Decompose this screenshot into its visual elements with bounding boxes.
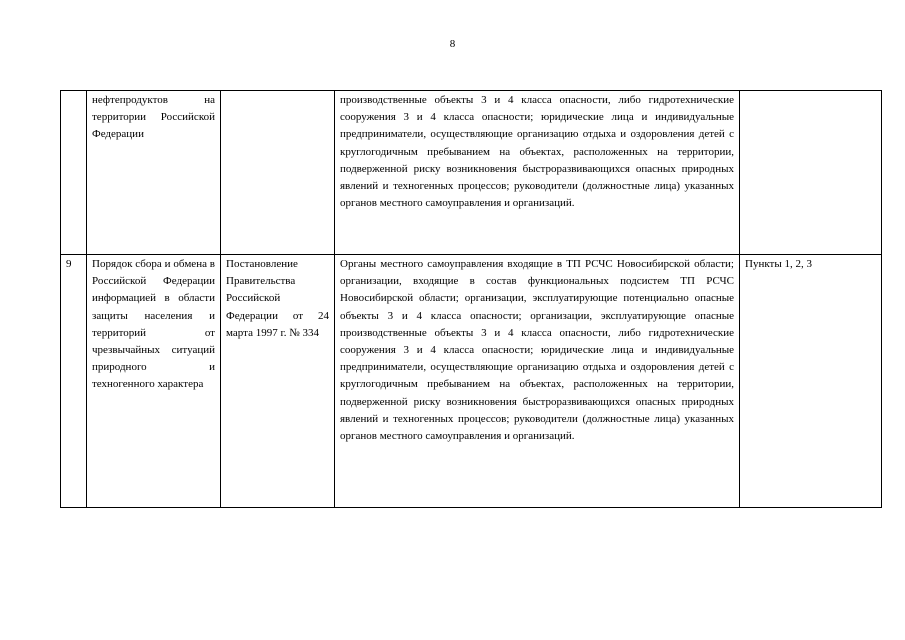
subjects-text: производственные объекты 3 и 4 класса опасности, либо гидротехнические сооружения 3 и 4 класса опасности; юридические лица и индивидуальные предприниматели, осуществляющие организацию отдыха и оздоровления детей с круглогодичным пребыванием на объектах, расположенных на территории, подверженной риску возникновения быстроразвивающихся опасных природных явлений и техногенных процессов; руководители (должностные лица) указанных органов местного самоуправления и организаций. xyxy=(340,94,734,210)
document-title-cell xyxy=(87,255,221,508)
document-title: Порядок сбора и обмена в Российской Федерации информацией в области защиты населения и территорий от чрезвычайных ситуаций природного и техногенного характера xyxy=(92,258,215,391)
legal-act-cell xyxy=(221,255,335,508)
document-title-cell xyxy=(87,91,221,255)
row-number: 9 xyxy=(66,258,72,270)
page-number: 8 xyxy=(449,38,456,50)
points-text: Пункты 1, 2, 3 xyxy=(745,258,812,270)
row-number-cell xyxy=(61,255,87,508)
row-number-cell xyxy=(61,91,87,255)
points-cell xyxy=(740,91,882,255)
legal-act-cell xyxy=(221,91,335,255)
requirements-table xyxy=(60,90,882,508)
table-row xyxy=(61,255,882,508)
table-row xyxy=(61,91,882,255)
points-cell xyxy=(740,255,882,508)
subjects-text: Органы местного самоуправления входящие в ТП РСЧС Новосибирской области; организации, входящие в состав функциональных подсистем ТП РСЧС Новосибирской области; организации, эксплуатирующие потенциально опасные объекты 3 и 4 класса опасности; организации, эксплуатирующие опасные производственные объекты 3 и 4 класса опасности, либо гидротехнические сооружения 3 и 4 класса опасности; юридические лица и индивидуальные предприниматели, осуществляющие организацию отдыха и оздоровления детей с круглогодичным пребыванием на объектах, расположенных на территории, подверженной риску возникновения быстроразвивающихся опасных природных явлений и техногенных процессов; руководители (должностные лица) указанных органов местного самоуправления и организаций. xyxy=(340,258,734,443)
document-title: нефтепродуктов на территории Российской Федерации xyxy=(92,94,215,141)
legal-act: Постановление Правительства Российской Федерации от 24 марта 1997 г. № 334 xyxy=(226,258,329,339)
subjects-cell xyxy=(335,91,740,255)
subjects-cell xyxy=(335,255,740,508)
